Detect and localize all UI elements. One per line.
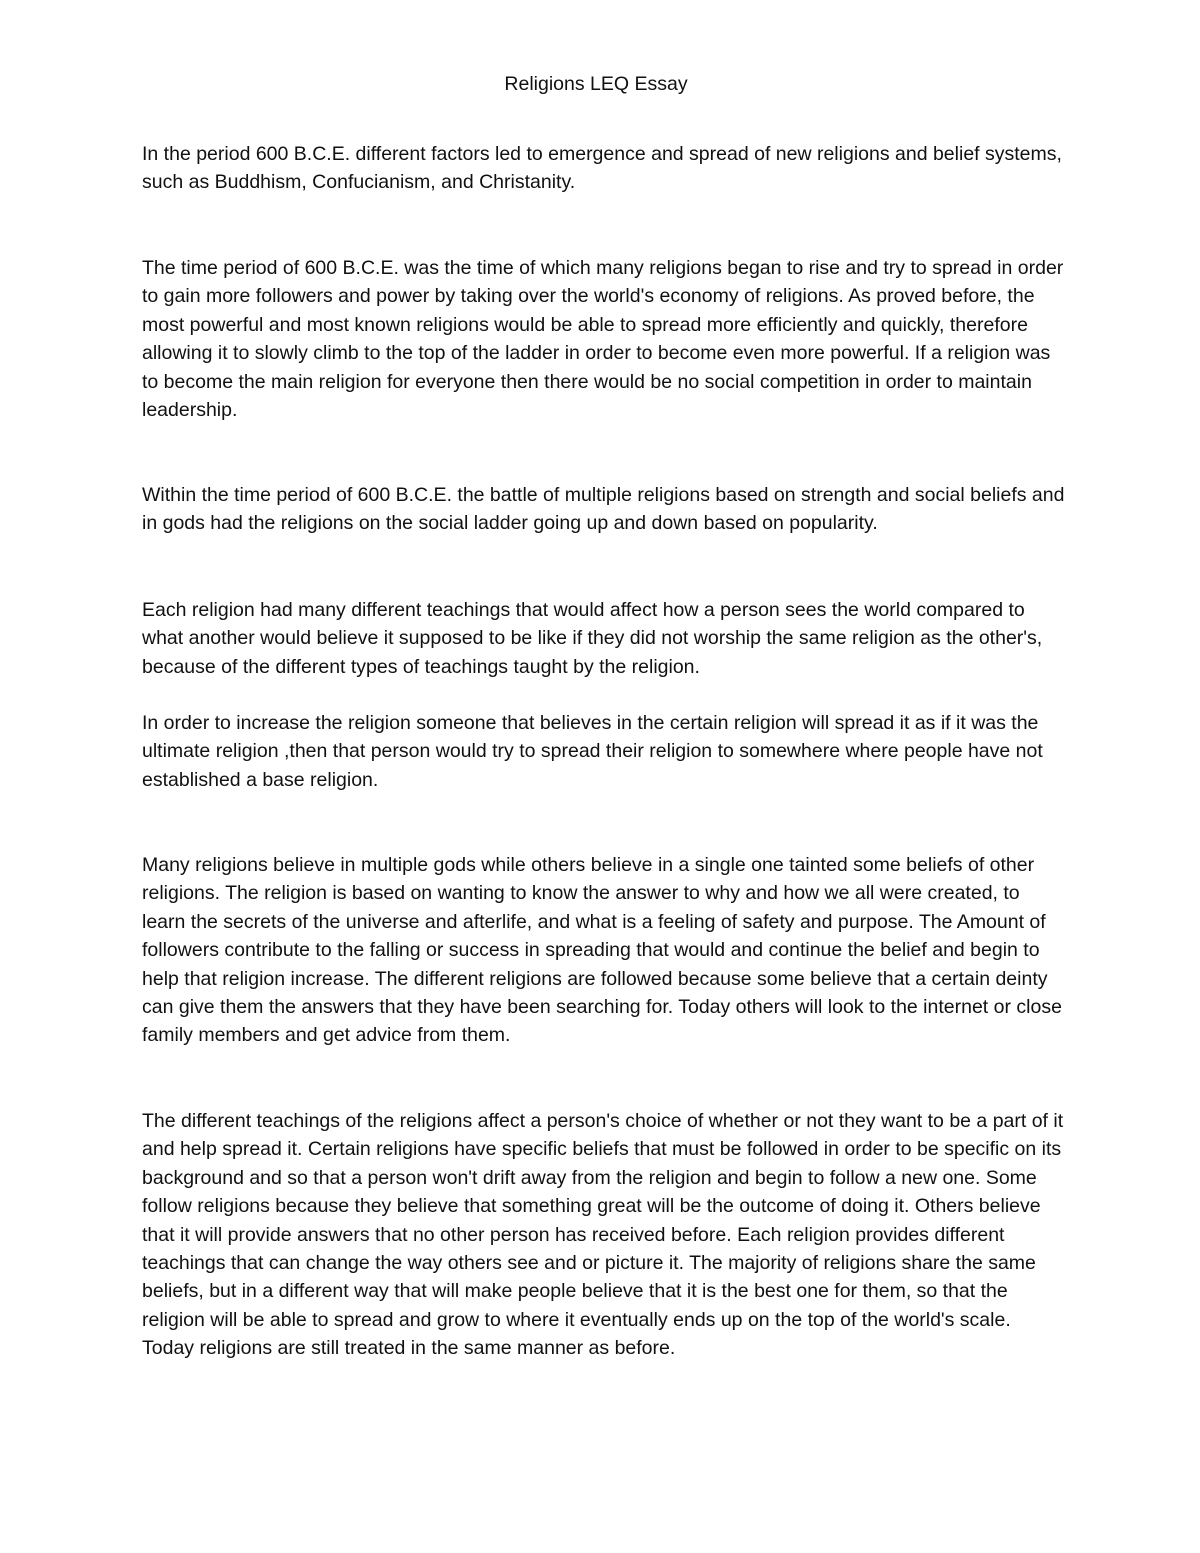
- paragraph-rise-of-religions: The time period of 600 B.C.E. was the time of which many religions began to rise and try to spread in order to gain more followers and power by taking over the world's economy of religions. As proved before, the most powerful and most known religions would be able to spread more efficiently and quickly, therefore allowing it to slowly climb to the top of the ladder in order to become even more powerful. If a religion was to become the main religion for everyone then there would be no social competition in order to maintain leadership.: [142, 257, 1064, 422]
- paragraph-conclusion: The different teachings of the religions affect a person's choice of whether or not they want to be a part of it and help spread it. Certain religions have specific beliefs that must be followed in order to be specific on its background and so that a person won't drift away from the religion and begin to follow a new one. Some follow religions because they believe that something great will be the outcome of doing it. Others believe that it will provide answers that no other person has received before. Each religion provides different teachings that can change the way others see and or picture it. The majority of religions share the same beliefs, but in a different way that will make people believe that it is the best one for them, so that the religion will be able to spread and grow to where it eventually ends up on the top of the world's scale. Today religions are still treated in the same manner as before.: [142, 1110, 1064, 1360]
- paragraph-spreading: In order to increase the religion someone that believes in the certain religion will spread it as if it was the ultimate religion ,then that person would try to spread their religion to somewhere where people have not established a base religion.: [142, 712, 1043, 791]
- paragraph-battle-of-religions: Within the time period of 600 B.C.E. the battle of multiple religions based on strength and social beliefs and in gods had the religions on the social ladder going up and down based on popularity.: [142, 484, 1065, 535]
- paragraph-teachings: Each religion had many different teachings that would affect how a person sees the world compared to what another would believe it supposed to be like if they did not worship the same religion as the other's, because of the different types of teachings taught by the religion.: [142, 599, 1043, 678]
- document-title: Religions LEQ Essay: [504, 73, 688, 95]
- paragraph-beliefs: Many religions believe in multiple gods while others believe in a single one tainted some beliefs of other religions. The religion is based on wanting to know the answer to why and how we all were created, to learn the secrets of the universe and afterlife, and what is a feeling of safety and purpose. The Amount of followers contribute to the falling or success in spreading that would and continue the belief and begin to help that religion increase. The different religions are followed because some believe that a certain deinty can give them the answers that they have been searching for. Today others will look to the internet or close family members and get advice from them.: [142, 854, 1062, 1047]
- paragraph-intro: In the period 600 B.C.E. different factors led to emergence and spread of new religions and belief systems, such as Buddhism, Confucianism, and Christanity.: [142, 143, 1062, 194]
